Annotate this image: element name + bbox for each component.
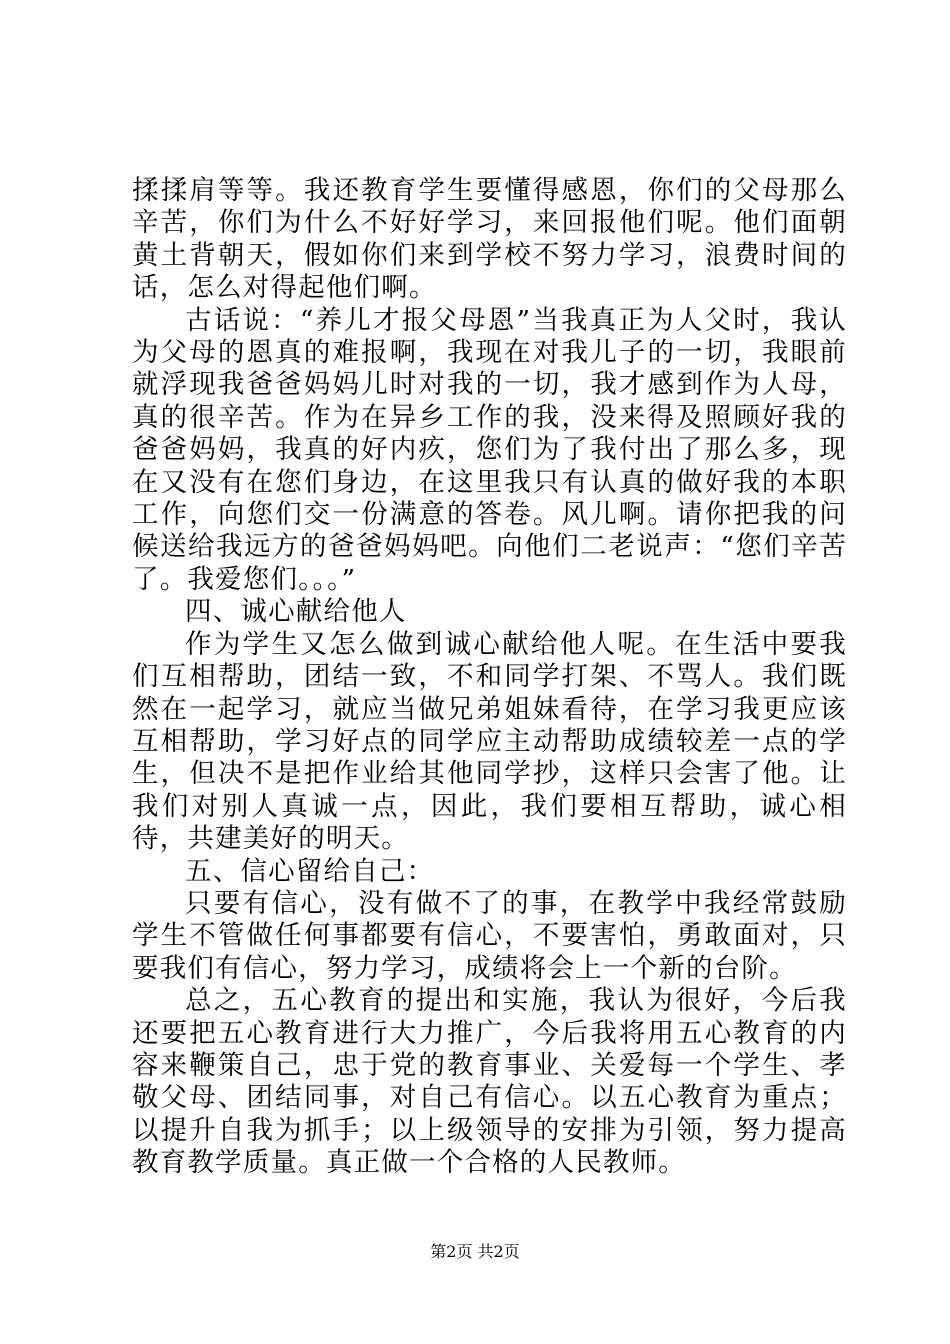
section-heading-sincerity: 四、诚心献给他人 — [185, 596, 407, 628]
paragraph-conclusion: 总之，五心教育的提出和实施，我认为很好，今后我还要把五心教育进行大力推广，今后我将用五心教育的内容来鞭策自己，忠于党的教育事业、关爱每一个学生、孝敬父母、团结同事，对自己有信心。以五心教育为重点；以提升自我为抓手；以上级领导的安排为引领，努力提高教育教学质量。真正做一个合格的人民教师。 — [132, 985, 847, 1179]
paragraph-continuation: 揉揉肩等等。我还教育学生要懂得感恩，你们的父母那么辛苦，你们为什么不好好学习，来回报他们呢。他们面朝黄土背朝天，假如你们来到学校不努力学习，浪费时间的话，怎么对得起他们啊。 — [132, 175, 847, 304]
page-number-label: 第2页 共2页 — [430, 1242, 520, 1261]
paragraph-sincerity: 作为学生又怎么做到诚心献给他人呢。在生活中要我们互相帮助，团结一致，不和同学打架、不骂人。我们既然在一起学习，就应当做兄弟姐妹看待，在学习我更应该互相帮助，学习好点的同学应主动帮助成绩较差一点的学生，但决不是把作业给其他同学抄，这样只会害了他。让我们对别人真诚一点，因此，我们要相互帮助，诚心相待，共建美好的明天。 — [132, 628, 847, 855]
document-body — [132, 175, 847, 1180]
paragraph-confidence: 只要有信心，没有做不了的事，在教学中我经常鼓励学生不管做任何事都要有信心，不要害怕，勇敢面对，只要我们有信心，努力学习，成绩将会上一个新的台阶。 — [132, 887, 847, 984]
section-heading-confidence: 五、信心留给自己： — [185, 855, 435, 887]
paragraph-gratitude-parents: 古话说：“养儿才报父母恩”当我真正为人父时，我认为父母的恩真的难报啊，我现在对我儿子的一切，我眼前就浮现我爸爸妈妈儿时对我的一切，我才感到作为人母，真的很辛苦。作为在异乡工作的我，没来得及照顾好我的爸爸妈妈，我真的好内疚，您们为了我付出了那么多，现在又没有在您们身边，在这里我只有认真的做好我的本职工作，向您们交一份满意的答卷。风儿啊。请你把我的问候送给我远方的爸爸妈妈吧。向他们二老说声：“您们辛苦了。我爱您们。。。” — [132, 304, 847, 595]
page-footer — [0, 1242, 950, 1262]
